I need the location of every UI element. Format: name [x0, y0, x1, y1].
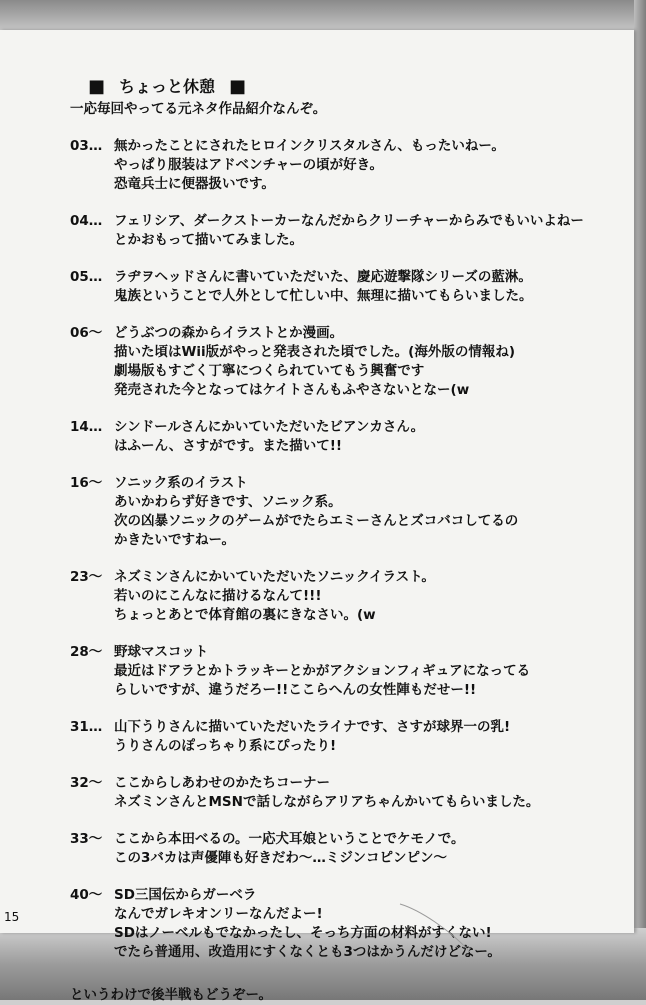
entry-line: SD三国伝からガーベラ	[114, 887, 257, 903]
entry-item	[70, 212, 630, 250]
page-content	[70, 74, 630, 1005]
entry-item	[70, 418, 630, 456]
entry-line: SDはノーベルもでなかったし、そっち方面の材料がすくない!	[114, 925, 492, 941]
entry-list	[70, 137, 630, 962]
entry-page-ref: 23～	[70, 569, 103, 585]
entry-line: 無かったことにされたヒロインクリスタルさん、もったいねー。	[114, 138, 505, 154]
entry-page-ref: 32～	[70, 775, 103, 791]
entry-line: うりさんのぽっちゃり系にぴったり!	[114, 738, 337, 754]
entry-page-ref: 04…	[70, 213, 103, 229]
entry-line: かきたいですねー。	[114, 532, 235, 548]
entry-line: 発売された今となってはケイトさんもふやさないとなー(w	[114, 382, 470, 398]
entry-item	[70, 137, 630, 194]
entry-text	[114, 268, 630, 306]
entry-line: 劇場版もすごく丁寧につくられていてもう興奮です	[114, 363, 425, 379]
closing-line: というわけで後半戦もどうぞー。	[70, 987, 272, 1003]
entry-text	[114, 418, 630, 456]
entry-item	[70, 718, 630, 756]
page-subtitle: 一応毎回やってる元ネタ作品紹介なんぞ。	[70, 101, 327, 117]
entry-page-ref: 14…	[70, 419, 103, 435]
entry-line: フェリシア、ダークストーカーなんだからクリーチャーからみでもいいよねー	[114, 213, 584, 229]
page-number: 15	[4, 910, 20, 924]
entry-item	[70, 643, 630, 700]
scan-border-right	[634, 0, 646, 1000]
entry-line: 最近はドアラとかトラッキーとかがアクションフィギュアになってる	[114, 663, 531, 679]
entry-line: シンドールさんにかいていただいたビアンカさん。	[114, 419, 425, 435]
entry-page-ref: 05…	[70, 269, 103, 285]
entry-line: 野球マスコット	[114, 644, 209, 660]
entry-line: この3バカは声優陣も好きだわ～…ミジンコピンピン～	[114, 850, 448, 866]
page-heading	[88, 74, 630, 98]
entry-text	[114, 718, 630, 756]
entry-line: とかおもって描いてみました。	[114, 232, 303, 248]
entry-line: 恐竜兵士に便器扱いです。	[114, 176, 275, 192]
entry-line: ここから本田べるの。一応犬耳娘ということでケモノで。	[114, 831, 465, 847]
entry-page-ref: 33～	[70, 831, 103, 847]
entry-text	[114, 886, 630, 962]
entry-page-ref: 31…	[70, 719, 103, 735]
entry-line: はふーん、さすがです。また描いて!!	[114, 438, 343, 454]
entry-line: なんでガレキオンリーなんだよー!	[114, 906, 323, 922]
entry-line: ここからしあわせのかたちコーナー	[114, 775, 330, 791]
entry-page-ref: 06～	[70, 325, 103, 341]
entry-line: 鬼族ということで人外として忙しい中、無理に描いてもらいました。	[114, 288, 533, 304]
entry-text	[114, 324, 630, 400]
entry-text	[114, 774, 630, 812]
entry-line: どうぶつの森からイラストとか漫画。	[114, 325, 344, 341]
entry-line: らしいですが、違うだろー!!ここらへんの女性陣もだせー!!	[114, 682, 477, 698]
entry-item	[70, 324, 630, 400]
entry-line: ネズミンさんとMSNで話しながらアリアちゃんかいてもらいました。	[114, 794, 540, 810]
entry-line: でたら普通用、改造用にすくなくとも3つはかうんだけどなー。	[114, 944, 501, 960]
entry-text	[114, 643, 630, 700]
entry-page-ref: 03…	[70, 138, 103, 154]
entry-item	[70, 568, 630, 625]
entry-page-ref: 16～	[70, 475, 103, 491]
entry-page-ref: 40～	[70, 887, 103, 903]
heading-marker-right: ■	[229, 75, 247, 97]
entry-text	[114, 212, 630, 250]
entry-item	[70, 886, 630, 962]
entry-line: ラヂヲヘッドさんに書いていただいた、慶応遊撃隊シリーズの藍淋。	[114, 269, 532, 285]
entry-item	[70, 830, 630, 868]
entry-text	[114, 568, 630, 625]
entry-item	[70, 474, 630, 550]
heading-marker-left: ■	[88, 75, 106, 97]
entry-page-ref: 28～	[70, 644, 103, 660]
entry-text	[114, 137, 630, 194]
entry-line: ネズミンさんにかいていただいたソニックイラスト。	[114, 569, 435, 585]
heading-title: ちょっと休憩	[119, 76, 216, 96]
entry-line: 若いのにこんなに描けるなんて!!!	[114, 588, 322, 604]
entry-line: 山下うりさんに描いていただいたライナです、さすが球界一の乳!	[114, 719, 511, 735]
entry-line: ソニック系のイラスト	[114, 475, 248, 491]
entry-text	[114, 474, 630, 550]
entry-line: あいかわらず好きです、ソニック系。	[114, 494, 342, 510]
entry-line: 描いた頃はWii版がやっと発表された頃でした。(海外版の情報ね)	[114, 344, 515, 360]
entry-line: ちょっとあとで体育館の裏にきなさい。(w	[114, 607, 376, 623]
entry-line: やっぱり服装はアドベンチャーの頃が好き。	[114, 157, 384, 173]
entry-line: 次の凶暴ソニックのゲームがでたらエミーさんとズコバコしてるの	[114, 513, 519, 529]
entry-item	[70, 268, 630, 306]
entry-item	[70, 774, 630, 812]
page-sheet	[0, 30, 634, 1003]
entry-text	[114, 830, 630, 868]
